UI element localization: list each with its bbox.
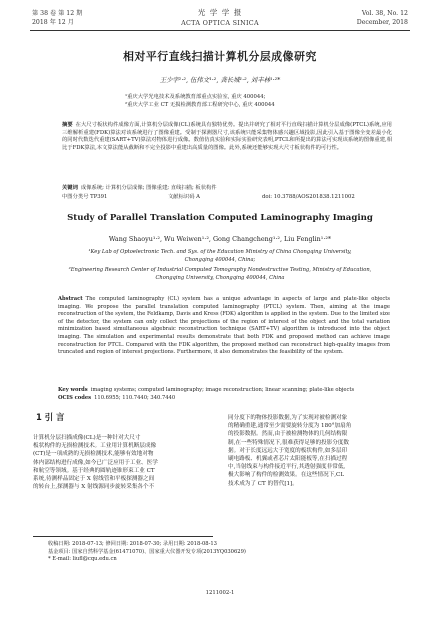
title-en: Study of Parallel Translation Computed Laminography Imaging [67,213,373,223]
abstract-en [58,296,390,357]
doi: doi: 10.3788/AOS201838.1211002 [262,194,355,200]
keywords-en-label: Key words [58,387,88,393]
section-heading-introduction: 1 引 言 [36,412,65,422]
affiliation-en-1a: ¹Key Lab of Optoelectronic Tech. and Sys. of the Education Ministry of China Chongqing University, [88,249,352,255]
intro-right-line: 刷电路板、机翼或者芯片太阳能板等,在扫描过程 [228,456,348,463]
page-number: 1211002-1 [205,590,235,596]
intro-left-line: 板状构件的无损检测技术。工业用计算机断层成像 [33,443,157,450]
keywords-cn [62,185,217,193]
footnote [48,541,408,564]
document-code: 文献标识码 A [168,194,200,200]
intro-right-line: 的投影数据。然而,由于被检测物体的几何结构限 [228,431,348,438]
abstract-en-text: The computed laminography (CL) system has a unique advantage in aspects of large and plate-like objects imaging. We propose the parallel translation computed laminography (PTCL) system. Then, aiming at the image reconstruction of the system, the Feldkamp, Davis and Kress (FDK) algorithm is applied in the system. Due to the limited size of the detector, the system can only collect the projections of the region of interest of the object and the total variation minimization based simultaneous algebraic reconstruction technique (SART+TV) algorithm is introduced into the object imaging. The simulation and experimental results demonstrate that both FDK and proposed method can achieve image reconstruction for PTCL. Compared with the FDK algorithm, the proposed method can reconstruct high-quality images from truncated and region of interest projections. Furthermore, it also demonstrates the feasibility of the system. [58,296,390,356]
title-cn: 相对平行直线扫描计算机分层成像研究 [123,50,317,63]
ocis-label: OCIS codes [58,395,92,401]
footnote-received: 收稿日期: 2018-07-13; 修回日期: 2018-07-30; 录用日期: 2018-08-13 [48,541,217,547]
ocis-codes [58,395,175,403]
intro-left-line: 和航空等领域。基于经典的圆轨迹锥形束工业 CT [33,467,155,474]
intro-left-line: 的转台上,探测器与 X 射线源同步旋转采集各个不 [33,484,155,491]
intro-right-line: 技术成为了 CT 的替代[1]。 [228,480,298,487]
abstract-cn-label: 摘要 [62,122,73,128]
intro-left-line: 计算机分层扫描成像(CL)是一种针对大尺寸 [33,435,141,441]
abstract-cn [62,122,392,152]
clc-number: 中图分类号 TP391 [62,194,108,200]
keywords-en [58,387,354,395]
abstract-en-label: Abstract [58,296,83,302]
intro-left-line: 体内部结构进行成像,如今已广泛应用于工业、医学 [33,459,158,466]
affiliation-en-2b: Chongqing University, Chongqing 400044, China [155,275,285,281]
affiliation-en-2a: ²Engineering Research Center of Industrial Computed Tomography Nondestructive Testing, Ministry of Education, [68,267,372,273]
intro-right-line: 极大影响了构件的检测效果。在这些情况下,CL [228,472,345,479]
intro-left-column [33,434,213,491]
affiliation-cn-1: ¹重庆大学光电技术及系统教育部重点实验室, 重庆 400044; [125,94,266,100]
header-volume-cn: 第 38 卷 第 12 期 [32,10,83,17]
authors-en: Wang Shaoyu¹·², Wu Weiwen¹·², Gong Changcheng¹·², Liu Fenglin¹·²* [108,235,332,243]
keywords-cn-label: 关键词 [62,185,78,191]
header-rule [30,30,410,31]
intro-left-line: (CT)是一项成熟的无损检测技术,能够有效地对物 [33,451,154,458]
intro-left-line: 系统,待测样品固定于 X 射线管和平板探测器之间 [33,476,155,483]
abstract-cn-text: 在大尺寸板状构件成像方面,计算机分层成像(CL)系统具有独特优势。提出并研究了相对平行直线扫描计算机分层成像(PTCL)系统,应用三维解析重建(FDK)算法对该系统进行了图像重建。受制于探测器尺寸,该系统只能采集物体感兴趣区域投影,因此引入基于图像全变差最小化的同时代数迭代重建(SART+TV)算法对物体进行成像。数值仿真实验和实际实验研究表明,PTCL和所提出的算法可实现该系统的图像重建,相比于FDK算法,本文算法能从截断和不完全投影中重建出高质量的图像。此外,系统还能够实现大尺寸板状构件的可行性。 [62,122,392,151]
footnote-email: * E-mail: liufl@cqu.edu.cn [48,556,117,563]
header-journal-cn: 光 学 学 报 [197,8,243,17]
ocis-text: 110.6955; 110.7440; 340.7440 [94,395,176,401]
affiliation-en-1b: Chongqing 400044, China; [184,257,256,263]
intro-right-line: 制,在一些特殊情况下,很难获得足够的投影分度数 [228,439,350,446]
header-date-cn: 2018 年 12 月 [32,19,74,26]
affiliation-cn-2: ²重庆大学工业 CT 无损检测教育部工程研究中心, 重庆 400044 [125,102,275,108]
intro-right-line: 据。对于长度远远大于宽度的板状构件,如多层印 [228,447,348,454]
intro-right-line: 的精确重建,通常至少需要旋转分度为 180°加扇角 [228,423,352,430]
header-date-en: December, 2018 [356,19,408,26]
footnote-fund: 基金项目: 国家自然科学基金(61471070)、国家重大仪器开发专项(2013YQ030629) [48,548,246,555]
authors-cn: 王少宇¹·², 伍伟文¹·², 龚长城¹·², 刘丰林¹·²* [159,76,281,84]
keywords-cn-text: 成像系统; 计算机分层成像; 图像重建; 直线扫描; 板状构件 [80,185,217,191]
keywords-en-text: imaging systems; computed laminography; image reconstruction; linear scanning; plate-like objects [90,387,355,393]
footnote-rule [33,536,213,537]
header-volume-en: Vol. 38, No. 12 [361,10,408,17]
intro-right-column [228,414,410,488]
intro-right-line: 同分度下的物体投影数据,为了实现对被检测对象 [228,415,348,421]
header-journal-en: ACTA OPTICA SINICA [181,19,259,27]
intro-right-line: 中,当射线束与构件接近平行,其透射强度非常低, [228,464,346,471]
